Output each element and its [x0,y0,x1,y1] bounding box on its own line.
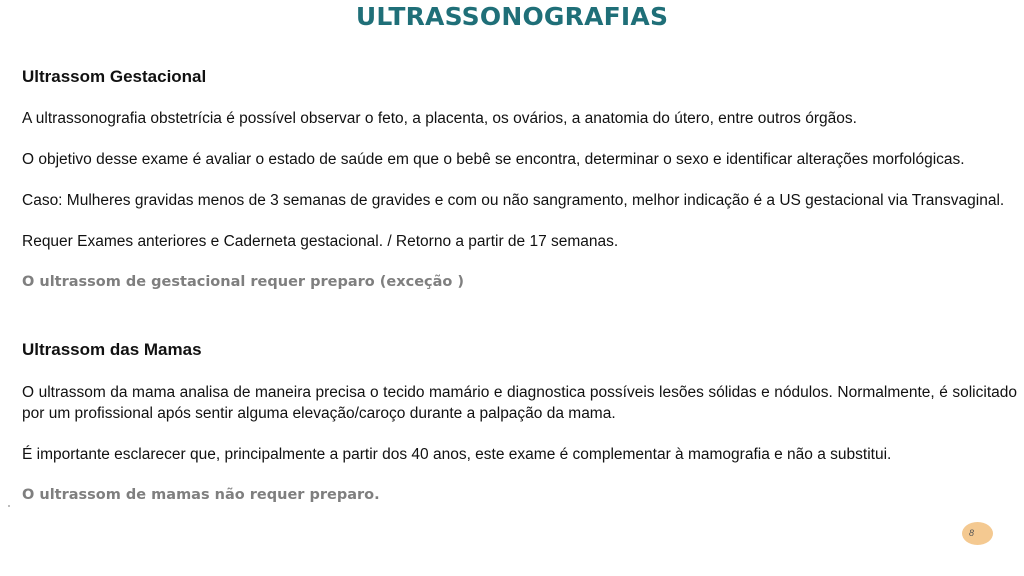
page-number-badge [962,522,993,545]
paragraph-gestacional-4: Requer Exames anteriores e Caderneta gestacional. / Retorno a partir de 17 semanas. [22,233,619,250]
note-gestacional-preparo: O ultrassom de gestacional requer preparo (exceção ) [22,274,465,290]
paragraph-gestacional-1: A ultrassonografia obstetrícia é possível observar o feto, a placenta, os ovários, a anatomia do útero, entre outros órgãos. [22,110,857,127]
decorative-dot [8,505,10,507]
paragraph-gestacional-2: O objetivo desse exame é avaliar o estado de saúde em que o bebê se encontra, determinar o sexo e identificar alterações morfológicas. [22,151,965,168]
slide-title: ULTRASSONOGRAFIAS [355,2,669,31]
paragraph-mamas-2: É importante esclarecer que, principalmente a partir dos 40 anos, este exame é complementar à mamografia e não a substitui. [22,446,892,463]
page-number: 8 [969,528,975,538]
section-heading-mamas: Ultrassom das Mamas [22,340,202,359]
note-mamas-preparo: O ultrassom de mamas não requer preparo. [22,487,380,503]
paragraph-mamas-1: O ultrassom da mama analisa de maneira precisa o tecido mamário e diagnostica possíveis lesões sólidas e nódulos. Normalmente, é solicitado por um profissional após sentir alguma elevação/caroço durante a palpação da mama. [22,384,1017,422]
section-heading-gestacional: Ultrassom Gestacional [22,67,207,86]
slide-content [22,66,1017,505]
paragraph-gestacional-3: Caso: Mulheres gravidas menos de 3 semanas de gravides e com ou não sangramento, melhor indicação é a US gestacional via Transvaginal. [22,192,1005,209]
